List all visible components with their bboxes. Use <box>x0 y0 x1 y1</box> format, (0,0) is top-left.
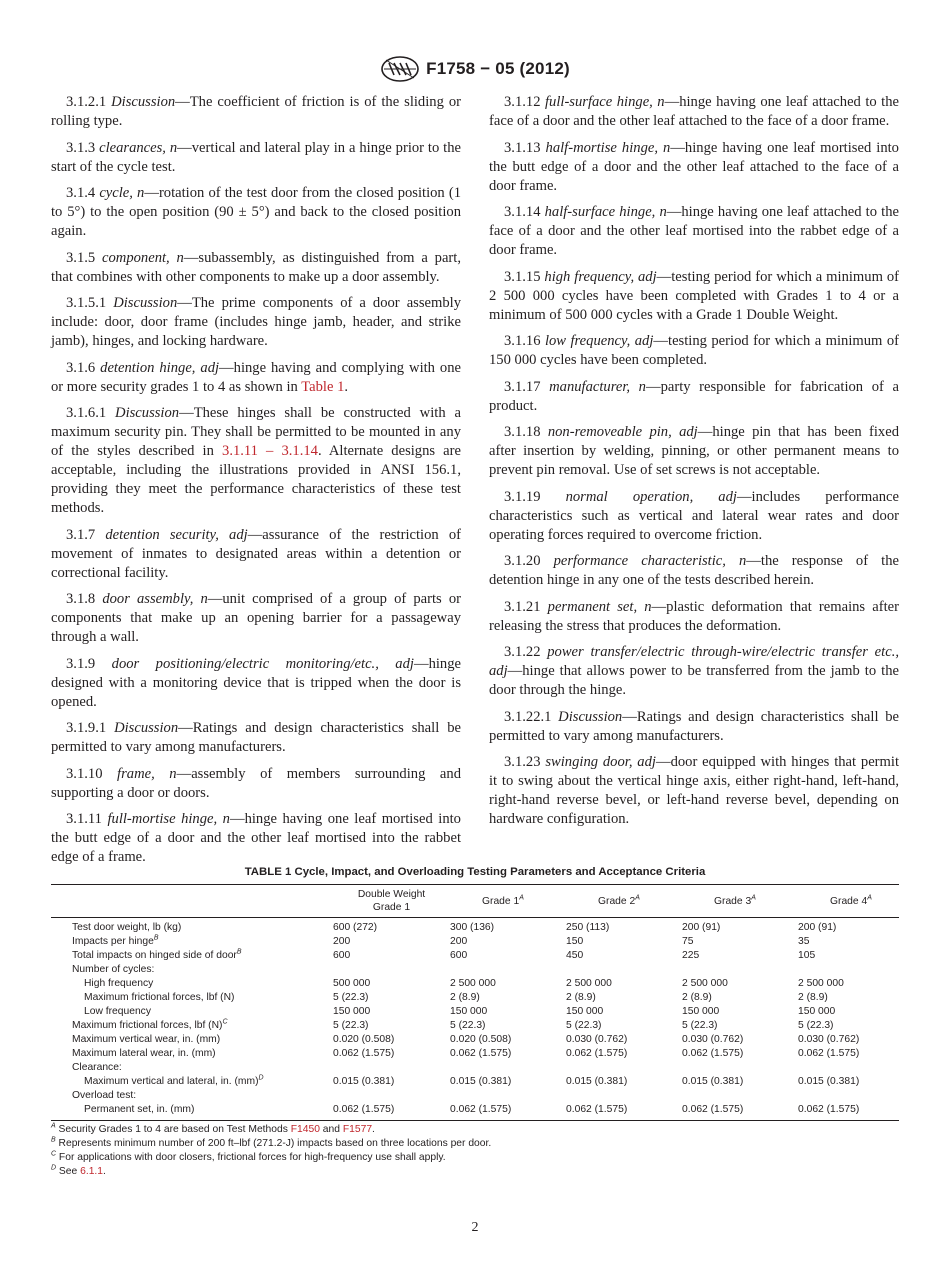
defined-term: high frequency, adj <box>544 268 657 285</box>
row-label <box>51 918 333 936</box>
defined-term: Discussion <box>558 708 623 725</box>
definition-paragraph <box>51 294 461 351</box>
table-cell: 0.062 (1.575) <box>333 1104 395 1115</box>
definition-paragraph <box>489 753 899 829</box>
table-cell: 2 (8.9) <box>566 992 596 1003</box>
clause-number: 3.1.18 <box>504 424 541 440</box>
table-cell: 600 (272) <box>333 922 378 933</box>
table-cell: 600 <box>333 950 351 961</box>
table-cell <box>566 963 682 977</box>
definition-text: —assembly of members surrounding and supporting a door or doors. <box>51 765 461 801</box>
table-cell: 200 (91) <box>682 922 721 933</box>
clause-number: 3.1.2.1 <box>66 94 107 110</box>
definition-paragraph <box>489 598 899 636</box>
table-cell: 0.030 (0.762) <box>682 1034 744 1045</box>
definition-text: —Ratings and design characteristics shall be permitted to vary among manufacturers. <box>489 708 899 744</box>
footnote-mark: C <box>51 1150 57 1158</box>
table-cell <box>682 1089 798 1103</box>
document-designation: F1758 − 05 (2012) <box>426 59 570 78</box>
row-label <box>51 1019 333 1033</box>
column-header <box>450 885 566 918</box>
clause-number: 3.1.21 <box>504 598 541 615</box>
defined-term: Discussion <box>114 720 179 736</box>
definition-text: —Ratings and design characteristics shall be permitted to vary among manufacturers. <box>51 720 461 755</box>
defined-term: frame, n <box>117 765 177 782</box>
table-cell <box>798 963 899 977</box>
cross-reference-link[interactable]: 3.1.11 – 3.1.14 <box>222 443 318 459</box>
defined-term: door assembly, n <box>102 591 208 607</box>
footnote-reference-link[interactable]: F1577 <box>342 1124 373 1135</box>
row-label <box>51 963 333 977</box>
row-label-text: Maximum vertical wear, in. (mm) <box>72 1034 221 1045</box>
table-cell: 0.062 (1.575) <box>333 1048 395 1059</box>
table-cell: 150 000 <box>682 1006 720 1017</box>
table-row <box>51 1019 899 1033</box>
row-label-text: Test door weight, lb (kg) <box>72 922 182 933</box>
table-cell: 5 (22.3) <box>333 992 369 1003</box>
footnote-text: Security Grades 1 to 4 are based on Test Methods <box>55 1124 291 1135</box>
definition-text: —hinge having one leaf attached to the face of a door and the other leaf mortised into the rabbet edge of a door frame. <box>489 204 899 258</box>
table-cell: 0.062 (1.575) <box>798 1104 860 1115</box>
table-cell <box>450 1089 566 1103</box>
table-cell: 0.030 (0.762) <box>798 1034 860 1045</box>
definition-paragraph <box>489 93 899 131</box>
definition-text: —subassembly, as distinguished from a part, that combines with other components to make up a door assembly. <box>51 249 461 285</box>
table-cell: 2 (8.9) <box>682 992 712 1003</box>
definition-text: —plastic deformation that remains after releasing the stress that produces the deformation. <box>489 598 899 634</box>
table-cell: 5 (22.3) <box>798 1020 834 1031</box>
defined-term: manufacturer, n <box>549 378 646 395</box>
table-row <box>51 1033 899 1047</box>
defined-term: door positioning/electric monitoring/etc., adj <box>111 655 414 672</box>
table-cell: 150 000 <box>450 1006 488 1017</box>
clause-number: 3.1.11 <box>66 811 102 827</box>
column-header-label: Double Weight Grade 1 <box>357 889 426 913</box>
table-cell <box>333 1061 450 1075</box>
defined-term: full-surface hinge, n <box>544 94 665 110</box>
clause-number: 3.1.14 <box>504 204 541 220</box>
clause-number: 3.1.20 <box>504 553 541 569</box>
footnote-text: See <box>56 1166 81 1177</box>
row-label-text: Maximum lateral wear, in. (mm) <box>72 1048 216 1059</box>
table-cell <box>450 1061 566 1075</box>
table-row <box>51 991 899 1005</box>
definition-paragraph <box>489 139 899 196</box>
table-cell: 2 (8.9) <box>450 992 480 1003</box>
footnote-text: Represents minimum number of 200 ft–lbf (271.2-J) impacts based on three locations per door. <box>55 1138 492 1149</box>
definition-paragraph <box>51 765 461 803</box>
clause-number: 3.1.13 <box>504 139 541 156</box>
row-label <box>51 1005 333 1019</box>
table-cell: 200 <box>450 936 468 947</box>
clause-number: 3.1.3 <box>66 139 96 156</box>
defined-term: cycle, n <box>99 185 145 201</box>
footnote <box>51 1123 899 1137</box>
footnote-reference-link[interactable]: 6.1.1 <box>80 1166 104 1177</box>
table-cell: 200 <box>333 936 351 947</box>
table-cell: 0.062 (1.575) <box>798 1048 860 1059</box>
definition-text: —hinge having one leaf mortised into the butt edge of a door and the other leaf attached to the face of a door frame. <box>489 139 899 194</box>
clause-number: 3.1.6.1 <box>66 405 107 421</box>
table-cell: 150 000 <box>566 1006 604 1017</box>
definition-paragraph <box>489 552 899 590</box>
table-cell: 200 (91) <box>798 922 837 933</box>
defined-term: non-removeable pin, adj <box>547 424 698 440</box>
defined-term: normal operation, adj <box>565 488 737 505</box>
table-row <box>51 1089 899 1103</box>
table-cell: 5 (22.3) <box>682 1020 718 1031</box>
table-cell: 5 (22.3) <box>333 1020 369 1031</box>
clause-number: 3.1.9 <box>66 655 96 672</box>
table-footnotes <box>51 1123 899 1179</box>
table-row <box>51 1047 899 1061</box>
row-label-text: Maximum frictional forces, lbf (N) <box>84 992 235 1003</box>
definition-text: —unit comprised of a group of parts or components that make up an opening barrier for a passageway through a wall. <box>51 591 461 645</box>
table-cell: 0.015 (0.381) <box>566 1076 628 1087</box>
defined-term: Discussion <box>113 295 178 311</box>
column-header <box>798 885 899 918</box>
definition-text: —rotation of the test door from the closed position (1 to 5°) to the open position (90 ± 5°) and back to the closed position again. <box>51 185 462 239</box>
clause-number: 3.1.16 <box>504 333 541 349</box>
defined-term: permanent set, n <box>547 598 652 615</box>
defined-term: clearances, n <box>99 139 178 156</box>
right-column <box>489 93 899 837</box>
column-header <box>566 885 682 918</box>
definition-paragraph <box>489 643 899 700</box>
defined-term: low frequency, adj <box>544 333 654 349</box>
clause-number: 3.1.6 <box>66 359 96 376</box>
table-cell: 0.020 (0.508) <box>333 1034 395 1045</box>
definition-text: —The prime components of a door assembly include: door, door frame (includes hinge jamb, header, and strike jamb), hinges, and locking hardware. <box>51 295 462 349</box>
table-cell: 0.062 (1.575) <box>566 1104 628 1115</box>
definition-text: —The coefficient of friction is of the sliding or rolling type. <box>51 94 461 129</box>
row-label <box>51 1061 333 1075</box>
footnote-mark: A <box>519 894 524 902</box>
footnote-mark: C <box>222 1018 228 1026</box>
table-cell: 150 000 <box>798 1006 836 1017</box>
defined-term: Discussion <box>115 405 180 421</box>
table-title: TABLE 1 Cycle, Impact, and Overloading Testing Parameters and Acceptance Criteria <box>244 866 706 878</box>
table-cell <box>333 963 450 977</box>
table-row <box>51 935 899 949</box>
row-label-text: Low frequency <box>84 1006 151 1017</box>
table-cell: 2 500 000 <box>450 978 496 989</box>
table-row <box>51 1061 899 1075</box>
definition-text: —party responsible for fabrication of a product. <box>489 378 899 414</box>
definition-text: —includes performance characteristics such as vertical and lateral wear rates and door operating forces required to overcome friction. <box>489 488 899 543</box>
table-cell: 300 (136) <box>450 922 495 933</box>
clause-number: 3.1.19 <box>504 488 541 505</box>
footnote-mark: D <box>258 1074 264 1082</box>
footnote <box>51 1151 899 1165</box>
definition-text: —hinge having one leaf mortised into the butt edge of a door and the other leaf mortised into the rabbet edge of a frame. <box>51 811 461 865</box>
table-row <box>51 1103 899 1121</box>
defined-term: performance characteristic, n <box>553 553 747 569</box>
row-label-text: Impacts per hinge <box>72 936 154 947</box>
footnote-text: and <box>319 1124 343 1135</box>
footnote-mark: A <box>635 894 640 902</box>
row-label <box>51 1075 333 1089</box>
column-header <box>682 885 798 918</box>
table-cell: 5 (22.3) <box>566 1020 602 1031</box>
clause-number: 3.1.5.1 <box>66 295 107 311</box>
table-cell <box>566 1089 682 1103</box>
table-cell <box>682 963 798 977</box>
table-row <box>51 963 899 977</box>
table-cell: 2 500 000 <box>566 978 612 989</box>
definition-text: —the response of the detention hinge in any one of the tests described herein. <box>489 553 899 588</box>
table-cell: 0.062 (1.575) <box>682 1104 744 1115</box>
table-cell: 0.015 (0.381) <box>798 1076 860 1087</box>
definition-text: —door equipped with hinges that permit it to swing about the vertical hinge axis, either right-hand, left-hand, right-hand reverse bevel, or left-hand reverse bevel, depending on hardware configuration. <box>489 754 900 827</box>
header-blank-cell <box>51 885 333 918</box>
column-header-label: Grade 4 <box>830 895 868 907</box>
definition-text: —hinge that allows power to be transferred from the jamb to the door through the hinge. <box>489 663 899 698</box>
defined-term: detention security, adj <box>105 526 248 543</box>
clause-number: 3.1.17 <box>504 378 541 395</box>
clause-number: 3.1.8 <box>66 591 96 607</box>
footnote-text: For applications with door closers, frictional forces for high-frequency use shall apply. <box>56 1152 446 1163</box>
definition-text: —testing period for which a minimum of 2 500 000 cycles have been completed with Grades 1 to 4 or a minimum of 500 000 cycles with a Grade 1 Double Weight. <box>489 268 899 323</box>
table-cell <box>682 1061 798 1075</box>
table-cell: 2 500 000 <box>682 978 728 989</box>
definition-paragraph <box>489 423 899 480</box>
definition-paragraph <box>51 359 461 397</box>
row-label-text: Maximum vertical and lateral, in. (mm) <box>84 1076 259 1087</box>
cross-reference-link[interactable]: Table 1 <box>301 378 345 395</box>
table-cell: 105 <box>798 950 816 961</box>
footnote-mark: B <box>51 1136 56 1144</box>
definition-paragraph <box>51 184 461 241</box>
row-label <box>51 935 333 949</box>
table-cell: 450 <box>566 950 584 961</box>
definition-paragraph <box>51 404 461 518</box>
table-header-row <box>51 885 899 918</box>
defined-term: full-mortise hinge, n <box>107 811 230 827</box>
clause-number: 3.1.22.1 <box>504 708 552 725</box>
table-cell: 0.015 (0.381) <box>333 1076 395 1087</box>
row-label <box>51 1047 333 1061</box>
table-cell: 0.020 (0.508) <box>450 1034 512 1045</box>
table-cell <box>566 1061 682 1075</box>
definition-paragraph <box>51 655 461 712</box>
footnote-mark: B <box>236 948 242 956</box>
definition-paragraph <box>51 590 461 647</box>
table-cell <box>798 1089 899 1103</box>
defined-term: swinging door, adj <box>545 754 656 770</box>
table-cell <box>450 963 566 977</box>
clause-number: 3.1.23 <box>504 754 541 770</box>
definition-paragraph <box>51 810 461 867</box>
footnote-mark: A <box>867 894 872 902</box>
defined-term: half-mortise hinge, n <box>545 139 671 156</box>
column-header <box>333 885 450 918</box>
clause-number: 3.1.4 <box>66 185 96 201</box>
defined-term: power transfer/electric through-wire/electric transfer etc., adj <box>489 644 899 679</box>
footnote-mark: D <box>51 1164 57 1172</box>
parameters-table <box>51 884 899 1121</box>
defined-term: half-surface hinge, n <box>544 204 667 220</box>
row-label <box>51 991 333 1005</box>
definition-paragraph <box>51 139 461 177</box>
definition-paragraph <box>51 249 461 287</box>
definition-text: —assurance of the restriction of movement of inmates to designated areas within a detention or correctional facility. <box>51 526 462 581</box>
page-header <box>0 56 950 82</box>
page-number: 2 <box>471 1220 479 1235</box>
footnote-text: . <box>372 1124 375 1135</box>
definition-text: —vertical and lateral play in a hinge prior to the start of the cycle test. <box>51 139 462 175</box>
footnote <box>51 1165 899 1179</box>
clause-number: 3.1.15 <box>504 268 541 285</box>
defined-term: Discussion <box>111 94 176 110</box>
row-label-text: High frequency <box>84 978 154 989</box>
table-cell: 250 (113) <box>566 922 610 933</box>
column-header-label: Grade 1 <box>482 895 520 907</box>
defined-term: component, n <box>102 249 184 266</box>
definition-paragraph <box>51 719 461 757</box>
table-cell: 0.030 (0.762) <box>566 1034 628 1045</box>
definition-paragraph <box>489 203 899 260</box>
row-label <box>51 1103 333 1121</box>
clause-number: 3.1.12 <box>504 94 541 110</box>
row-label <box>51 1089 333 1103</box>
table-cell: 2 500 000 <box>798 978 844 989</box>
clause-number: 3.1.9.1 <box>66 720 107 736</box>
definition-text: —hinge designed with a monitoring device that is tripped when the door is opened. <box>51 655 461 710</box>
row-label <box>51 977 333 991</box>
row-label-text: Number of cycles: <box>72 964 155 975</box>
column-header-label: Grade 2 <box>598 895 636 907</box>
row-label-text: Permanent set, in. (mm) <box>84 1104 195 1115</box>
table-cell: 500 000 <box>333 978 371 989</box>
clause-number: 3.1.7 <box>66 526 96 543</box>
table-cell: 150 000 <box>333 1006 371 1017</box>
definition-text: —hinge pin that has been fixed after insertion by welding, pinning, or other permanent means to prevent pin removal. Use of set screws is not acceptable. <box>489 424 899 478</box>
footnote-text: . <box>103 1166 106 1177</box>
table-row <box>51 949 899 963</box>
table-cell: 75 <box>682 936 694 947</box>
column-header-label: Grade 3 <box>714 895 752 907</box>
table-cell: 35 <box>798 936 810 947</box>
definition-paragraph <box>489 488 899 545</box>
table-cell: 0.062 (1.575) <box>566 1048 628 1059</box>
definition-text: —hinge having one leaf attached to the face of a door and the other leaf attached to the face of a door frame. <box>489 94 899 129</box>
left-column <box>51 93 461 875</box>
table-cell: 150 <box>566 936 584 947</box>
definition-paragraph <box>489 268 899 325</box>
definition-text: . Alternate designs are acceptable, including the illustrations provided in ANSI 156.1, providing they meet the performance characteristics of these test methods. <box>51 443 461 516</box>
table-cell: 0.062 (1.575) <box>450 1048 512 1059</box>
definition-paragraph <box>51 526 461 583</box>
table-cell: 0.062 (1.575) <box>450 1104 512 1115</box>
row-label-text: Total impacts on hinged side of door <box>72 950 237 961</box>
definition-text: —testing period for which a minimum of 150 000 cycles have been completed. <box>489 333 899 368</box>
footnote-mark: B <box>153 934 159 942</box>
clause-number: 3.1.10 <box>66 765 103 782</box>
definition-paragraph <box>489 708 899 746</box>
footnote-mark: A <box>51 1122 56 1130</box>
table-cell: 2 (8.9) <box>798 992 828 1003</box>
definition-paragraph <box>51 93 461 131</box>
table-body <box>51 918 899 1121</box>
table-cell <box>798 1061 899 1075</box>
table-cell <box>333 1089 450 1103</box>
table-cell: 0.062 (1.575) <box>682 1048 744 1059</box>
definition-text: —hinge having and complying with one or more security grades 1 to 4 as shown in <box>51 359 461 395</box>
table-cell: 0.015 (0.381) <box>682 1076 744 1087</box>
footnote-reference-link[interactable]: F1450 <box>290 1124 320 1135</box>
clause-number: 3.1.22 <box>504 644 541 660</box>
definition-text: —These hinges shall be constructed with a maximum security pin. They shall be permitted to be mounted in any of the styles described in <box>51 405 461 459</box>
row-label <box>51 1033 333 1047</box>
table-cell: 225 <box>682 950 700 961</box>
table-row <box>51 977 899 991</box>
table-row <box>51 918 899 936</box>
row-label-text: Overload test: <box>72 1090 137 1101</box>
definition-text: . <box>344 378 349 395</box>
definition-paragraph <box>489 378 899 416</box>
table-row <box>51 1075 899 1089</box>
footnote <box>51 1137 899 1151</box>
row-label-text: Clearance: <box>72 1062 122 1073</box>
table-cell: 5 (22.3) <box>450 1020 486 1031</box>
row-label-text: Maximum frictional forces, lbf (N) <box>72 1020 223 1031</box>
clause-number: 3.1.5 <box>66 249 96 266</box>
row-label <box>51 949 333 963</box>
table-cell: 600 <box>450 950 468 961</box>
definition-paragraph <box>489 332 899 370</box>
footnote-mark: A <box>751 894 756 902</box>
astm-logo-icon <box>380 56 420 82</box>
table-cell: 0.015 (0.381) <box>450 1076 512 1087</box>
table-row <box>51 1005 899 1019</box>
defined-term: detention hinge, adj <box>100 359 220 376</box>
